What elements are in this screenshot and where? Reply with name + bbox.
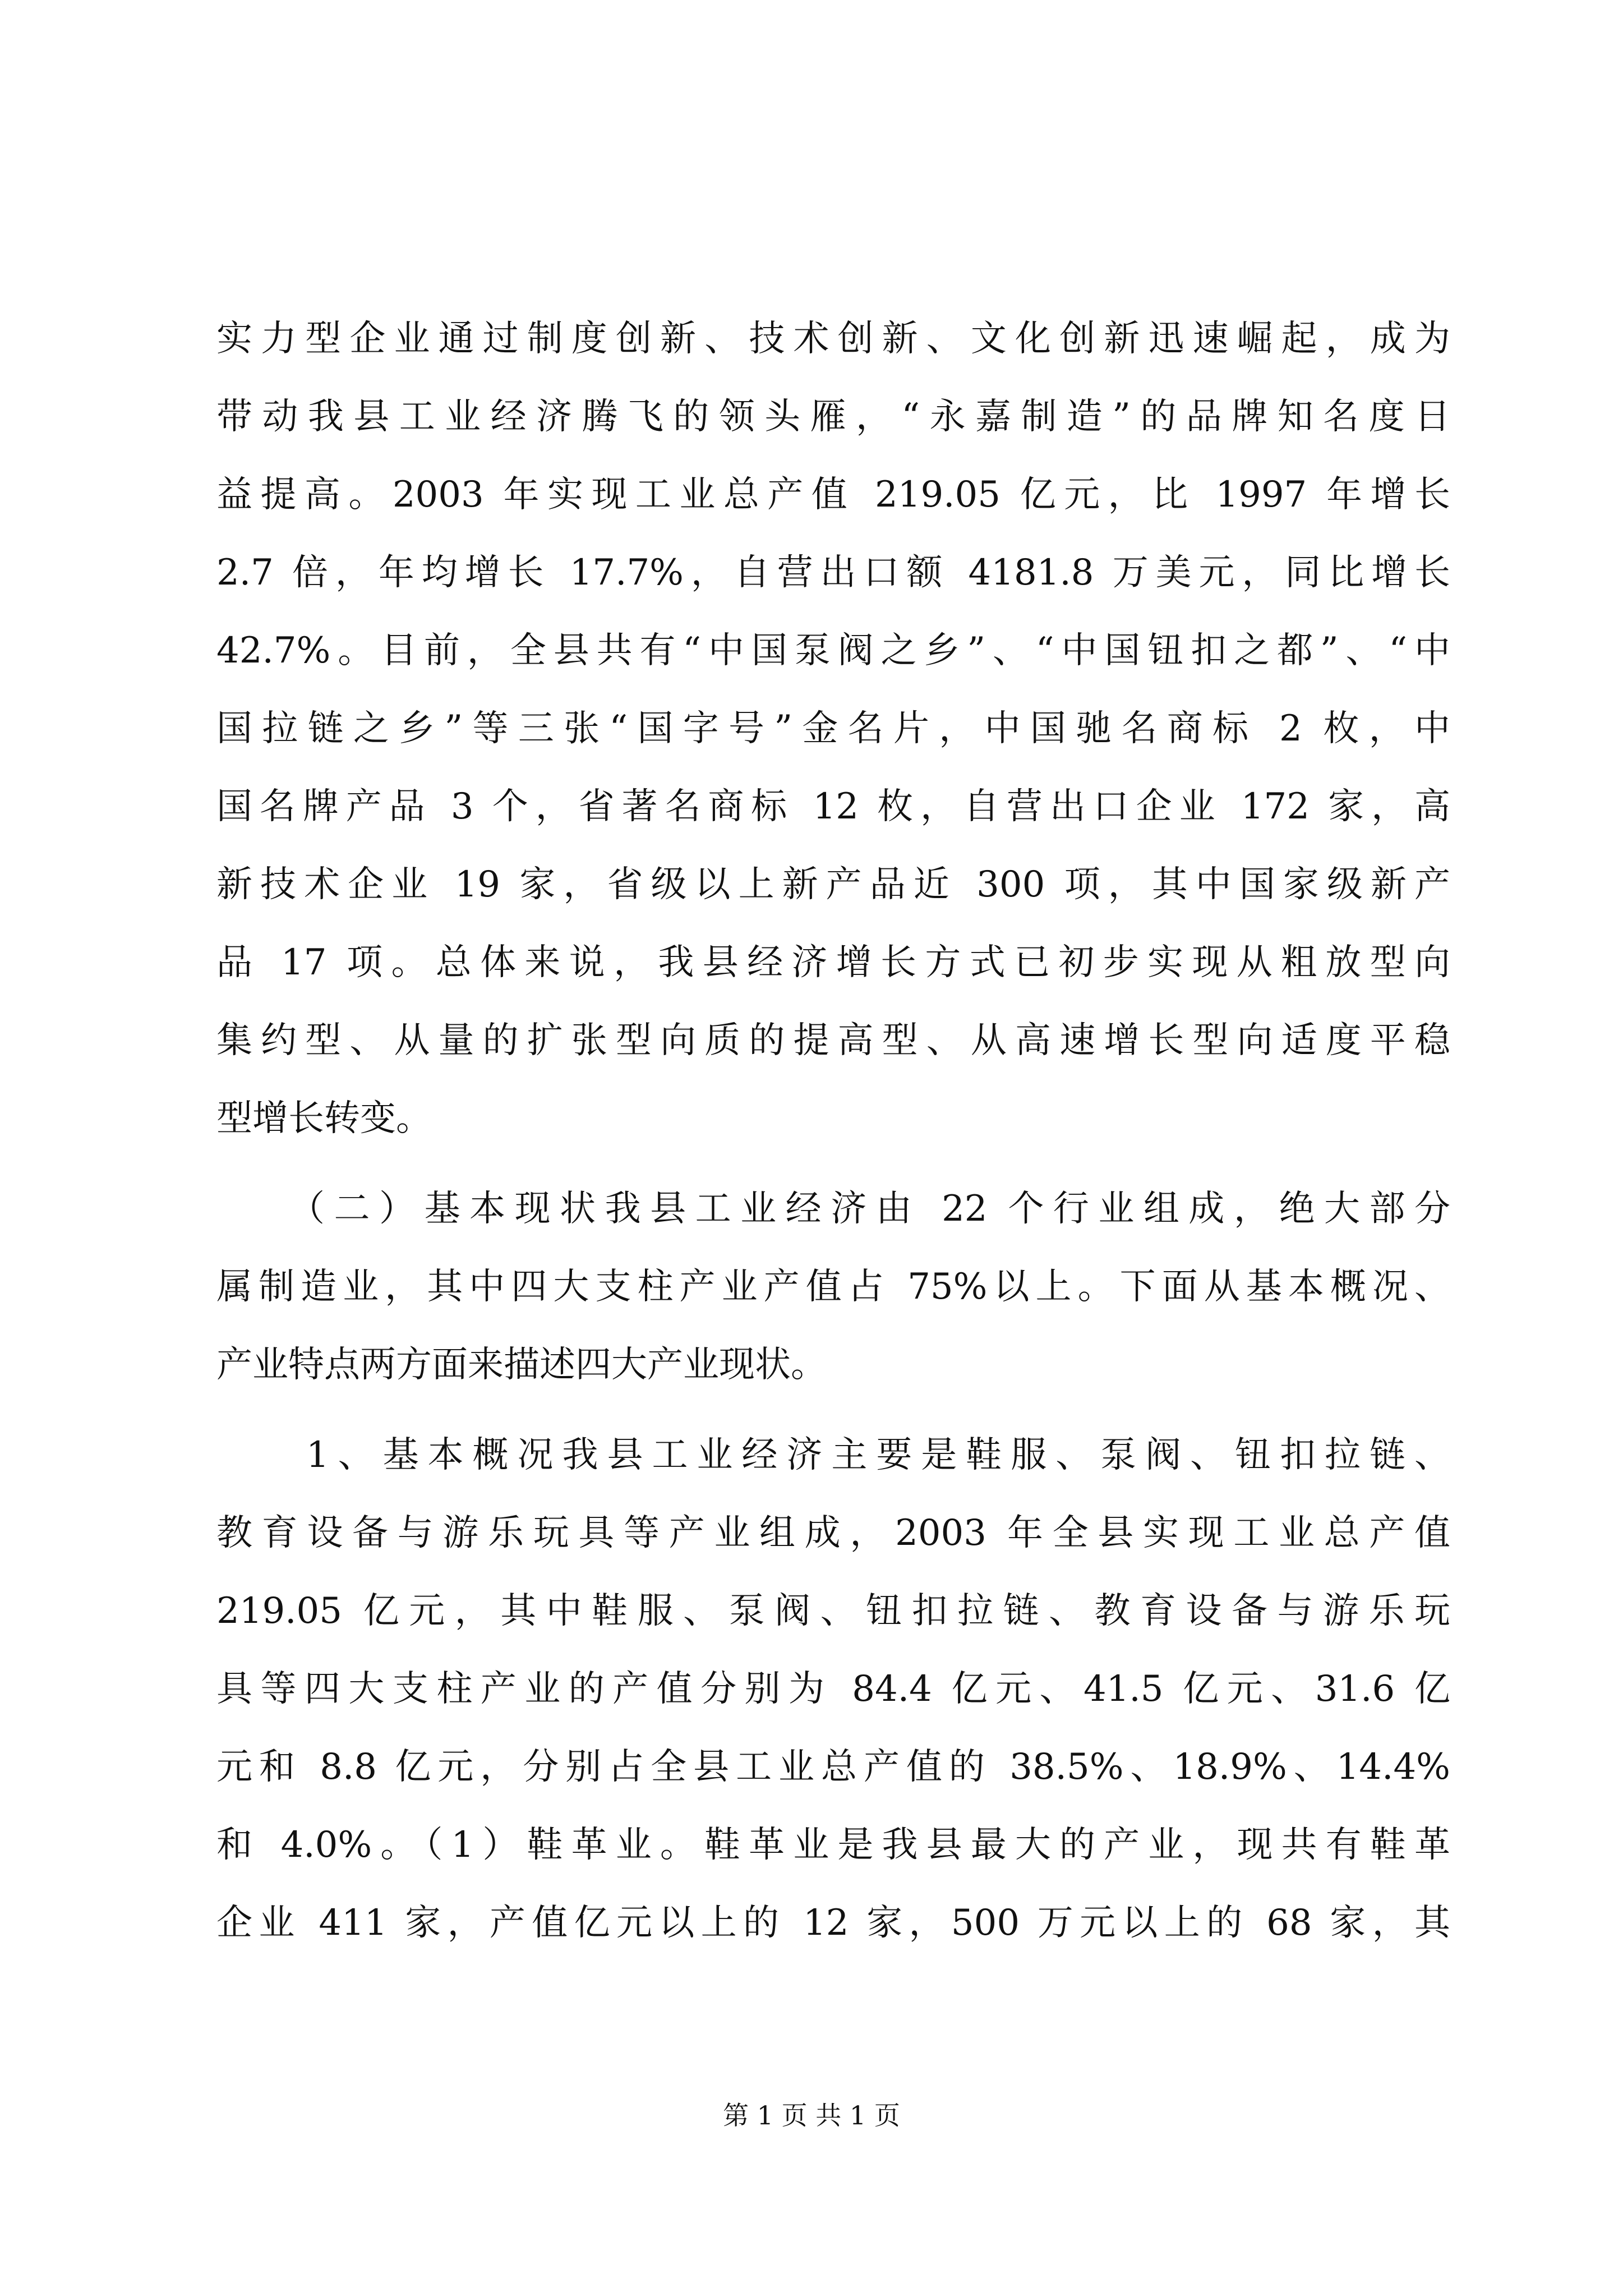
- text-line: 益提高。2003 年实现工业总产值 219.05 亿元，比 1997 年增长: [216, 474, 1450, 516]
- text-line: 品 17 项。总体来说，我县经济增长方式已初步实现从粗放型向: [216, 942, 1450, 983]
- text-line: 属制造业，其中四大支柱产业产值占 75%以上。下面从基本概况、: [216, 1266, 1450, 1308]
- text-line: 具等四大支柱产业的产值分别为 84.4 亿元、41.5 亿元、31.6 亿: [216, 1668, 1450, 1710]
- text-line: 国拉链之乡”等三张“国字号”金名片，中国驰名商标 2 枚，中: [216, 708, 1450, 749]
- page-footer: 第 1 页 共 1 页: [723, 2100, 900, 2131]
- text-line: 带动我县工业经济腾飞的领头雁，“永嘉制造”的品牌知名度日: [216, 396, 1450, 438]
- paragraph-2: [216, 1170, 1450, 1404]
- text-line: 元和 8.8 亿元，分别占全县工业总产值的 38.5%、18.9%、14.4%: [216, 1746, 1450, 1788]
- text-line: 国名牌产品 3 个，省著名商标 12 枚，自营出口企业 172 家，高: [216, 786, 1450, 827]
- paragraph-1: [216, 300, 1450, 1158]
- text-line: 219.05 亿元，其中鞋服、泵阀、钮扣拉链、教育设备与游乐玩: [216, 1590, 1450, 1632]
- text-line: 和 4.0%。（1）鞋革业。鞋革业是我县最大的产业，现共有鞋革: [216, 1824, 1450, 1866]
- paragraph-spacer: [216, 1158, 1450, 1170]
- text-line: 型增长转变。: [216, 1098, 432, 1139]
- text-line: 企业 411 家，产值亿元以上的 12 家，500 万元以上的 68 家，其: [216, 1902, 1450, 1944]
- text-line: 集约型、从量的扩张型向质的提高型、从高速增长型向适度平稳: [216, 1020, 1450, 1061]
- text-line: 42.7%。目前，全县共有“中国泵阀之乡”、“中国钮扣之都”、“中: [216, 630, 1450, 671]
- document-body: [216, 300, 1450, 1962]
- paragraph-3: [216, 1416, 1450, 1962]
- text-line: （二）基本现状我县工业经济由 22 个行业组成，绝大部分: [216, 1188, 1450, 1230]
- text-line: 教育设备与游乐玩具等产业组成，2003 年全县实现工业总产值: [216, 1512, 1450, 1554]
- text-line: 1、基本概况我县工业经济主要是鞋服、泵阀、钮扣拉链、: [216, 1434, 1450, 1476]
- paragraph-spacer: [216, 1404, 1450, 1416]
- text-line: 实力型企业通过制度创新、技术创新、文化创新迅速崛起，成为: [216, 318, 1450, 360]
- text-line: 产业特点两方面来描述四大产业现状。: [216, 1344, 827, 1386]
- text-line: 2.7 倍，年均增长 17.7%，自营出口额 4181.8 万美元，同比增长: [216, 552, 1450, 593]
- text-line: 新技术企业 19 家，省级以上新产品近 300 项，其中国家级新产: [216, 864, 1450, 905]
